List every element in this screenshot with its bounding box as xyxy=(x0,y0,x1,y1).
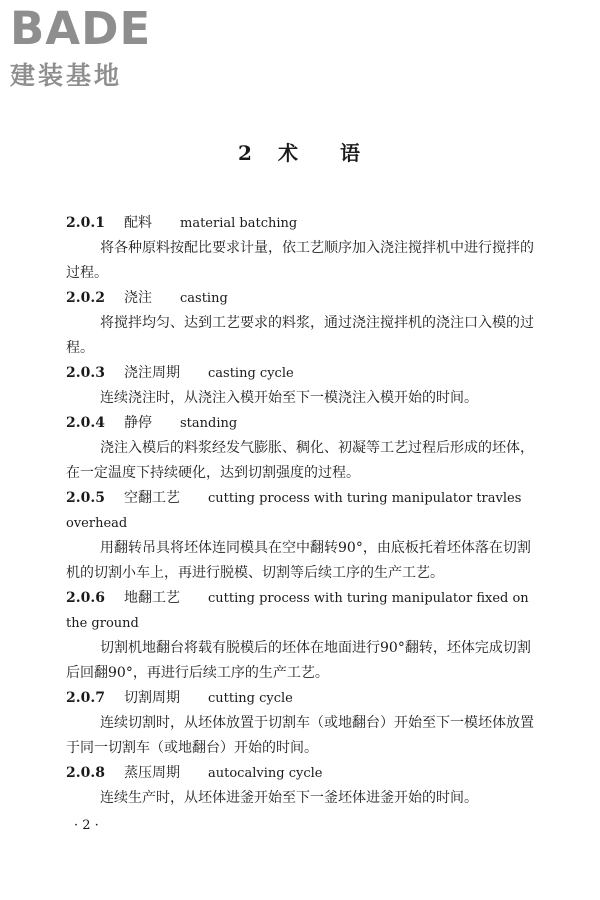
chapter-title-part-2: 语 xyxy=(339,141,362,165)
term-entry xyxy=(66,411,538,486)
terms-list xyxy=(66,211,538,811)
logo-wordmark: BADE xyxy=(10,2,152,55)
term-number: 2.0.1 xyxy=(66,215,105,231)
term-entry xyxy=(66,286,538,361)
term-heading xyxy=(66,361,538,386)
term-chinese: 配料 xyxy=(124,215,152,231)
term-entry xyxy=(66,361,538,411)
term-number: 2.0.4 xyxy=(66,415,105,431)
term-english: autocalving cycle xyxy=(208,766,323,781)
term-number: 2.0.8 xyxy=(66,765,105,781)
term-number: 2.0.7 xyxy=(66,690,105,706)
term-entry xyxy=(66,686,538,761)
term-heading xyxy=(66,586,538,636)
term-heading xyxy=(66,686,538,711)
term-heading xyxy=(66,211,538,236)
page-number: · 2 · xyxy=(74,818,99,833)
term-english: cutting process with turing manipulator travles overhead xyxy=(66,491,522,531)
logo xyxy=(10,2,152,92)
term-entry xyxy=(66,761,538,811)
chapter-title xyxy=(0,137,600,166)
term-entry xyxy=(66,586,538,686)
term-definition: 用翻转吊具将坯体连同模具在空中翻转90°，由底板托着坯体落在切割机的切割小车上，再进行脱模、切割等后续工序的生产工艺。 xyxy=(66,540,531,581)
term-number: 2.0.6 xyxy=(66,590,105,606)
term-definition: 连续切割时，从坯体放置于切割车（或地翻台）开始至下一模坯体放置于同一切割车（或地翻台）开始的时间。 xyxy=(66,715,534,756)
term-english: cutting cycle xyxy=(208,691,293,706)
chapter-number: 2 xyxy=(238,141,254,165)
term-english: material batching xyxy=(180,216,298,231)
term-definition: 连续浇注时，从浇注入模开始至下一模浇注入模开始的时间。 xyxy=(100,390,478,406)
term-chinese: 地翻工艺 xyxy=(124,590,180,606)
term-heading xyxy=(66,486,538,536)
term-english: cutting process with turing manipulator fixed on the ground xyxy=(66,591,529,631)
term-definition: 切割机地翻台将载有脱模后的坯体在地面进行90°翻转，坯体完成切割后回翻90°，再进行后续工序的生产工艺。 xyxy=(66,640,531,681)
logo-subtitle: 建装基地 xyxy=(10,61,123,90)
term-number: 2.0.3 xyxy=(66,365,105,381)
term-chinese: 切割周期 xyxy=(124,690,180,706)
term-chinese: 静停 xyxy=(124,415,152,431)
term-chinese: 空翻工艺 xyxy=(124,490,180,506)
term-entry xyxy=(66,486,538,586)
term-chinese: 浇注周期 xyxy=(124,365,180,381)
term-chinese: 浇注 xyxy=(124,290,152,306)
term-english: casting cycle xyxy=(208,366,294,381)
term-heading xyxy=(66,411,538,436)
term-chinese: 蒸压周期 xyxy=(124,765,180,781)
term-heading xyxy=(66,761,538,786)
term-english: standing xyxy=(180,416,238,431)
term-number: 2.0.2 xyxy=(66,290,105,306)
term-english: casting xyxy=(180,291,228,306)
term-definition: 将搅拌均匀、达到工艺要求的料浆，通过浇注搅拌机的浇注口入模的过程。 xyxy=(66,315,534,356)
term-heading xyxy=(66,286,538,311)
term-number: 2.0.5 xyxy=(66,490,105,506)
term-definition: 将各种原料按配比要求计量，依工艺顺序加入浇注搅拌机中进行搅拌的过程。 xyxy=(66,240,534,281)
chapter-title-part-1: 术 xyxy=(277,141,300,165)
term-definition: 浇注入模后的料浆经发气膨胀、稠化、初凝等工艺过程后形成的坯体，在一定温度下持续硬化，达到切割强度的过程。 xyxy=(66,440,534,481)
term-entry xyxy=(66,211,538,286)
term-definition: 连续生产时，从坯体进釜开始至下一釜坯体进釜开始的时间。 xyxy=(100,790,478,806)
